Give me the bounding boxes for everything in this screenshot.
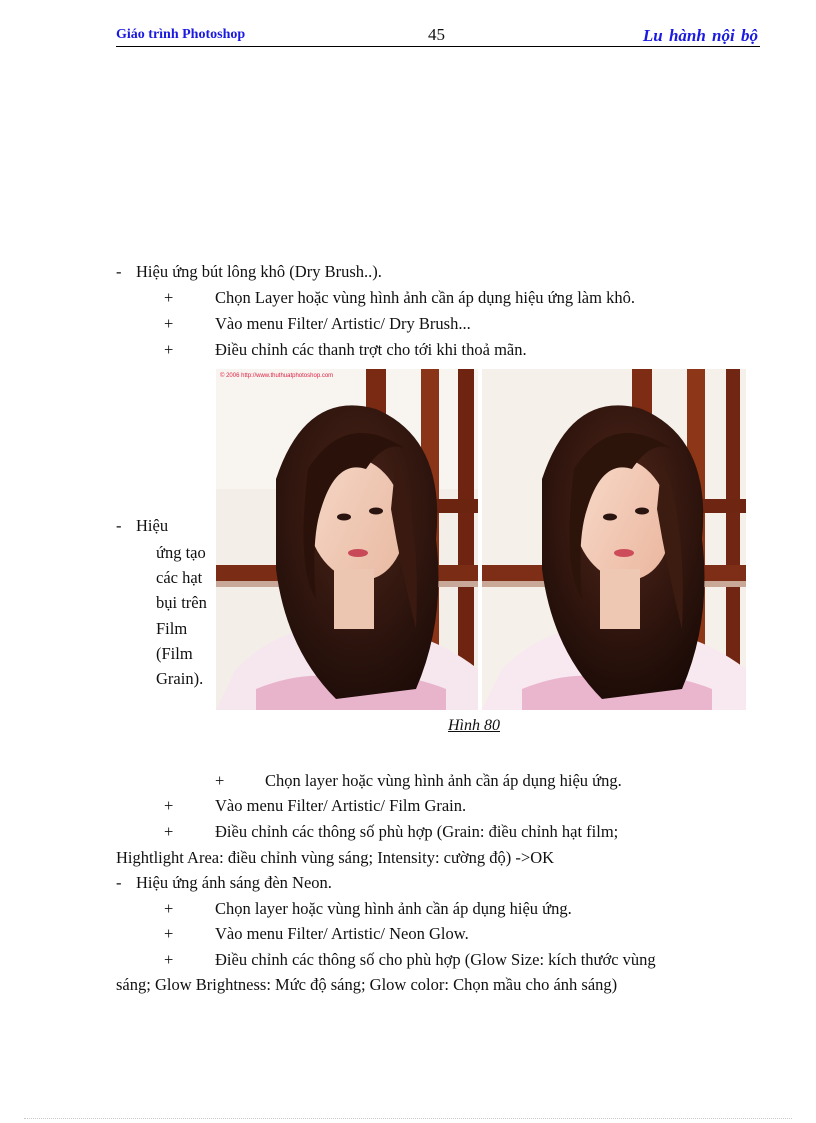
section1-item2-bullet: + (164, 314, 174, 333)
section2-step3-text: Điều chỉnh các thông số phù hợp (Grain: điều chỉnh hạt film; (215, 822, 619, 841)
header-book-title: Giáo trình Photoshop (116, 27, 246, 42)
section2-step1-text: Chọn layer hoặc vùng hình ảnh cần áp dụng hiệu ứng. (265, 771, 622, 790)
photo-watermark: © 2006 http://www.thuthuatphotoshop.com (220, 373, 334, 379)
section2-line: các hạt (156, 568, 203, 587)
section2-line: bụi trên (156, 593, 207, 612)
section2-line: (Film (156, 644, 193, 663)
section1-dash: - (116, 262, 122, 281)
section2-dash: - (116, 516, 122, 535)
header-page-number: 45 (428, 25, 445, 44)
section2-step1-bullet: + (215, 771, 225, 790)
section2-line: Film (156, 619, 188, 638)
section1-item3-text: Điều chỉnh các thanh trợt cho tới khi thoả mãn. (215, 340, 527, 359)
section3-item3-bullet: + (164, 950, 174, 969)
section2-step2-text: Vào menu Filter/ Artistic/ Film Grain. (215, 796, 467, 815)
section3-title: Hiệu ứng ánh sáng đèn Neon. (136, 873, 332, 892)
photo-dry-brush (482, 369, 746, 710)
section1-item1-text: Chọn Layer hoặc vùng hình ảnh cần áp dụng hiệu ứng làm khô. (215, 288, 635, 307)
section3-item1-text: Chọn layer hoặc vùng hình ảnh cần áp dụng hiệu ứng. (215, 899, 572, 918)
section2-line: Hiệu (136, 516, 169, 535)
photo-original (216, 369, 478, 710)
header-circulation-note: Lu hành nội bộ (642, 26, 758, 45)
section3-dash: - (116, 873, 122, 892)
section3-item2-text: Vào menu Filter/ Artistic/ Neon Glow. (215, 924, 469, 943)
section1-item2-text: Vào menu Filter/ Artistic/ Dry Brush... (215, 314, 471, 333)
section2-step3-bullet: + (164, 822, 174, 841)
page-header (116, 24, 760, 47)
section2-line: ứng tạo (156, 543, 206, 562)
section2-step2-bullet: + (164, 796, 174, 815)
section1-title: Hiệu ứng bút lông khô (Dry Brush..). (136, 262, 382, 281)
section1-item3-bullet: + (164, 340, 174, 359)
section3-item1-bullet: + (164, 899, 174, 918)
footer-divider (24, 1118, 792, 1119)
section2-line: Grain). (156, 669, 204, 688)
section1-item1-bullet: + (164, 288, 174, 307)
figure-caption: Hình 80 (448, 717, 500, 734)
section3-item3-continuation: sáng; Glow Brightness: Mức độ sáng; Glow color: Chọn mầu cho ánh sáng) (116, 975, 618, 994)
figure-80-image (216, 369, 746, 710)
section3-item3-text: Điều chỉnh các thông số cho phù hợp (Glow Size: kích thước vùng (215, 950, 656, 969)
section2-step3-continuation: Hightlight Area: điều chỉnh vùng sáng; Intensity: cường độ) ->OK (116, 848, 555, 867)
section3-item2-bullet: + (164, 924, 174, 943)
